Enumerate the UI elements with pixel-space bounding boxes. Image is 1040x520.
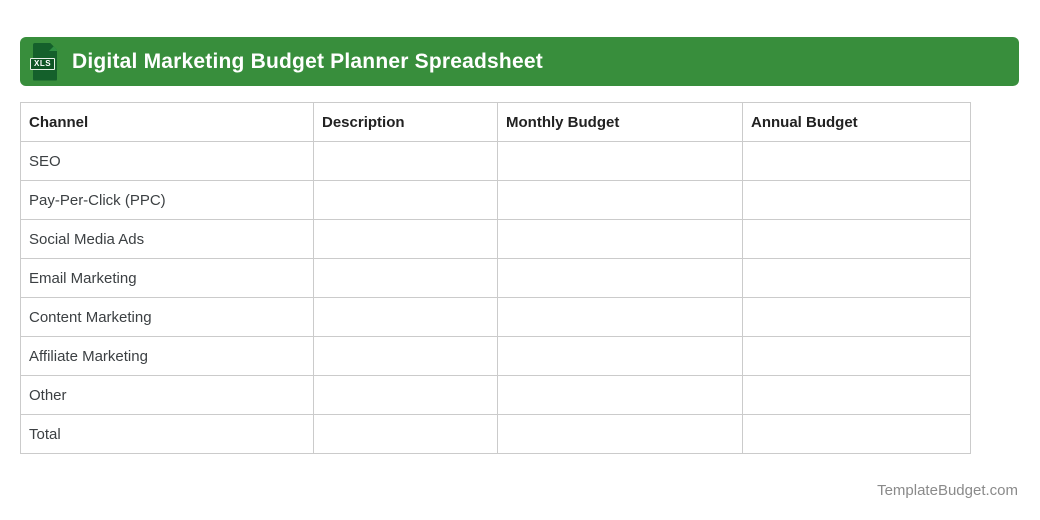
table-row: [21, 415, 971, 454]
cell-annual-budget: [743, 259, 971, 298]
cell-monthly-budget: [498, 415, 743, 454]
budget-table: [20, 102, 971, 454]
cell-description: [314, 142, 498, 181]
table-header-row: [21, 103, 971, 142]
cell-annual-budget: [743, 298, 971, 337]
table-row: [21, 142, 971, 181]
column-header-channel: Channel: [21, 103, 314, 142]
table-row: [21, 337, 971, 376]
table-row: [21, 259, 971, 298]
table-row: [21, 376, 971, 415]
cell-monthly-budget: [498, 142, 743, 181]
cell-description: [314, 220, 498, 259]
column-header-description: Description: [314, 103, 498, 142]
table-row: [21, 220, 971, 259]
cell-annual-budget: [743, 337, 971, 376]
cell-monthly-budget: [498, 259, 743, 298]
table-row: [21, 181, 971, 220]
cell-channel: Email Marketing: [21, 259, 314, 298]
cell-description: [314, 259, 498, 298]
cell-annual-budget: [743, 220, 971, 259]
column-header-monthly-budget: Monthly Budget: [498, 103, 743, 142]
xls-file-icon: [30, 43, 57, 81]
cell-description: [314, 376, 498, 415]
xls-badge-label: XLS: [30, 58, 55, 70]
cell-description: [314, 415, 498, 454]
cell-monthly-budget: [498, 220, 743, 259]
header-banner: [20, 37, 1019, 86]
cell-channel: Total: [21, 415, 314, 454]
cell-annual-budget: [743, 415, 971, 454]
cell-channel: Pay-Per-Click (PPC): [21, 181, 314, 220]
cell-description: [314, 181, 498, 220]
page-title: Digital Marketing Budget Planner Spreadsheet: [72, 49, 543, 73]
cell-annual-budget: [743, 181, 971, 220]
cell-annual-budget: [743, 376, 971, 415]
cell-channel: Other: [21, 376, 314, 415]
cell-monthly-budget: [498, 181, 743, 220]
cell-monthly-budget: [498, 337, 743, 376]
cell-description: [314, 337, 498, 376]
cell-monthly-budget: [498, 376, 743, 415]
footer-credit-link[interactable]: TemplateBudget.com: [877, 482, 1018, 499]
cell-description: [314, 298, 498, 337]
cell-channel: Affiliate Marketing: [21, 337, 314, 376]
cell-annual-budget: [743, 142, 971, 181]
cell-channel: Content Marketing: [21, 298, 314, 337]
xls-folded-corner: [49, 43, 57, 51]
table-row: [21, 298, 971, 337]
cell-monthly-budget: [498, 298, 743, 337]
cell-channel: SEO: [21, 142, 314, 181]
column-header-annual-budget: Annual Budget: [743, 103, 971, 142]
cell-channel: Social Media Ads: [21, 220, 314, 259]
